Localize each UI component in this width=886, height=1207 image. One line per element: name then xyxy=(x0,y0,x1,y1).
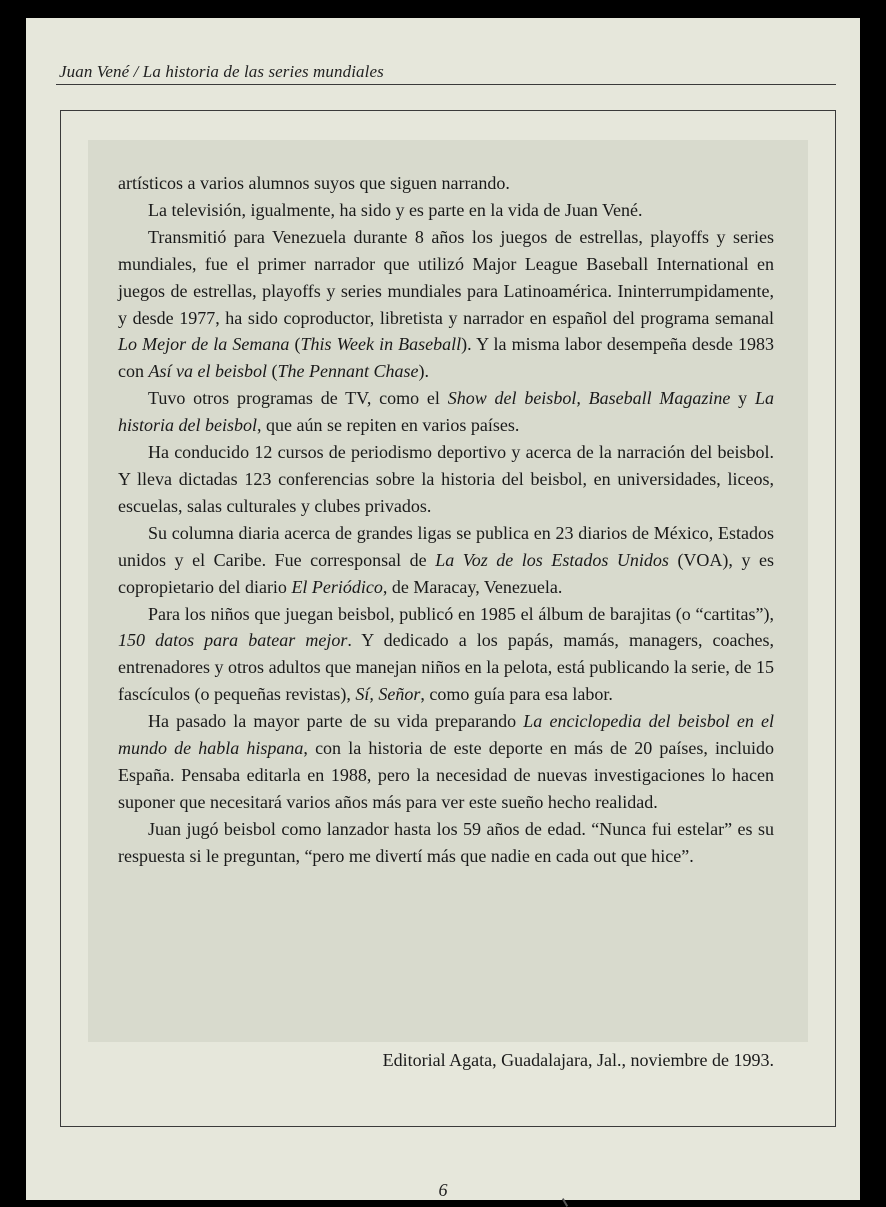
text-run: , de Maracay, Venezuela. xyxy=(382,576,563,597)
paragraph xyxy=(118,439,774,520)
text-run: . Y dedicado a los papás, mamás, managers, coaches, entrenadores y otros adultos que manejan niños en la pelota, está publicando la serie, de 15 fascículos (o pequeñas revistas), xyxy=(118,630,774,705)
italic-title: La historia del beisbol xyxy=(118,388,774,436)
text-run: ( xyxy=(289,334,301,355)
paragraph xyxy=(118,385,774,439)
body-text xyxy=(118,170,774,870)
text-run: (VOA), y es copropietario del diario xyxy=(118,549,774,597)
text-run: artísticos a varios alumnos suyos que siguen narrando. xyxy=(118,173,510,193)
text-run: La televisión, igualmente, ha sido y es parte en la vida de Juan Vené. xyxy=(148,199,643,220)
text-run: ). xyxy=(418,361,429,382)
italic-title: Show del beisbol, Baseball Magazine xyxy=(447,388,731,409)
text-run: Transmitió para Venezuela durante 8 años los juegos de estrellas, playoffs y series mundiales, fue el primer narrador que utilizó Major League Baseball International en juegos de estrellas, playoffs y series mundiales para Latinoamérica. Ininterrumpidamente, y desde 1977, ha sido coproductor, libretista y narrador en español del programa semanal xyxy=(118,226,774,328)
signature-line: Editorial Agata, Guadalajara, Jal., noviembre de 1993. xyxy=(382,1050,774,1070)
italic-title: The Pennant Chase xyxy=(277,361,419,382)
text-run: ). Y la misma labor desempeña desde 1983 con xyxy=(118,334,774,382)
italic-title: La enciclopedia del beisbol en el mundo de habla hispana xyxy=(118,711,774,759)
text-run: , como guía para esa labor. xyxy=(420,684,613,705)
italic-title: La Voz de los Estados Unidos xyxy=(435,549,669,570)
text-run: , con la historia de este deporte en más de 20 países, incluido España. Pensaba editarla en 1988, pero la necesidad de nuevas investigaciones lo hacen suponer que necesitará varios años más para ver este sueño hecho realidad. xyxy=(118,738,774,812)
italic-title: 150 datos para batear mejor xyxy=(118,630,348,651)
paragraph xyxy=(118,708,774,816)
italic-title: Así va el beisbol xyxy=(148,361,267,382)
text-run: Ha conducido 12 cursos de periodismo deportivo y acerca de la narración del beisbol. Y lleva dictadas 123 conferencias sobre la historia del beisbol, en universidades, liceos, escuelas, salas culturales y clubes privados. xyxy=(118,442,774,516)
italic-title: This Week in Baseball xyxy=(300,334,462,355)
text-run: y xyxy=(730,388,755,409)
text-run: Ha pasado la mayor parte de su vida preparando xyxy=(148,711,524,732)
italic-title: Lo Mejor de la Semana xyxy=(118,334,290,355)
paragraph xyxy=(118,520,774,601)
text-run: Su columna diaria acerca de grandes ligas se publica en 23 diarios de México, Estados unidos y el Caribe. Fue corresponsal de xyxy=(118,522,774,570)
italic-title: Sí, Señor xyxy=(355,684,421,705)
italic-title: El Periódico xyxy=(291,576,383,597)
book-page xyxy=(26,18,860,1200)
paragraph xyxy=(118,601,774,709)
paragraph xyxy=(118,816,774,870)
paragraph xyxy=(118,170,774,197)
text-run: Para los niños que juegan beisbol, publicó en 1985 el álbum de barajitas (o “cartitas”), xyxy=(148,603,774,624)
paragraph xyxy=(118,224,774,385)
page-number: 6 xyxy=(438,1180,448,1200)
paragraph xyxy=(118,197,774,224)
text-run: ( xyxy=(266,361,278,382)
text-run: Tuvo otros programas de TV, como el xyxy=(148,388,448,409)
running-head: Juan Vené / La historia de las series mundiales xyxy=(59,62,384,81)
header-rule xyxy=(56,84,836,85)
text-run: , que aún se repiten en varios países. xyxy=(257,415,520,436)
text-run: Juan jugó beisbol como lanzador hasta los 59 años de edad. “Nunca fui estelar” es su respuesta si le preguntan, “pero me divertí más que nadie en cada out que hice”. xyxy=(118,818,774,866)
